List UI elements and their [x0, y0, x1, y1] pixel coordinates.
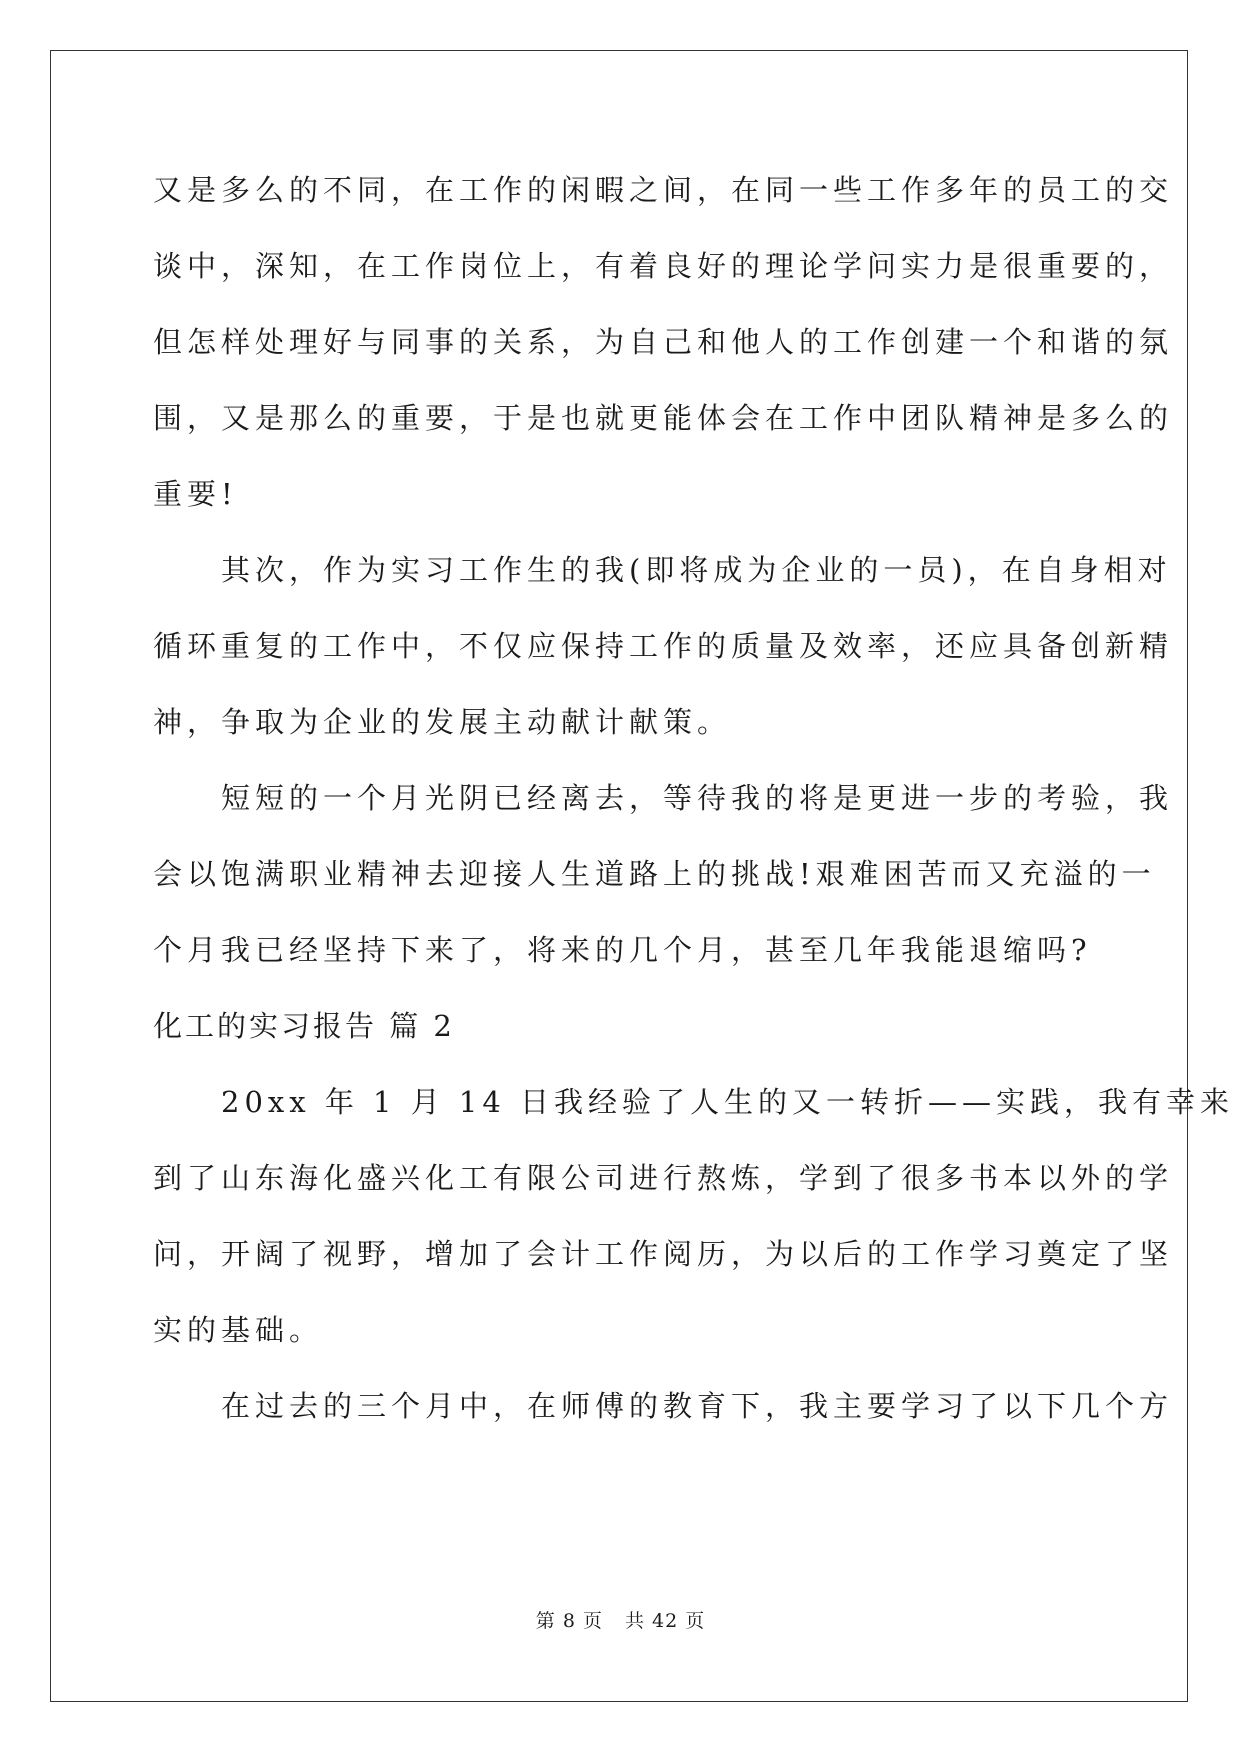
text-line: 神，争取为企业的发展主动献计献策。 — [153, 705, 732, 739]
text-line: 到了山东海化盛兴化工有限公司进行熬炼，学到了很多书本以外的学 — [153, 1161, 1174, 1195]
document-body — [153, 162, 1235, 1454]
text-line: 重要! — [153, 477, 238, 511]
text-line: 其次，作为实习工作生的我(即将成为企业的一员)，在自身相对 — [153, 553, 1172, 587]
text-line: 实的基础。 — [153, 1313, 324, 1347]
page-footer — [0, 1606, 1241, 1633]
text-line: 围，又是那么的重要，于是也就更能体会在工作中团队精神是多么的 — [153, 401, 1174, 435]
section-heading: 化工的实习报告 篇 2 — [153, 1009, 455, 1043]
text-line: 会以饱满职业精神去迎接人生道路上的挑战!艰难困苦而又充溢的一 — [153, 857, 1156, 891]
page-total: 共 42 页 — [624, 1610, 706, 1632]
text-line: 20xx 年 1 月 14 日我经验了人生的又一转折——实践，我有幸来 — [153, 1085, 1235, 1119]
text-line: 短短的一个月光阴已经离去，等待我的将是更进一步的考验，我 — [153, 781, 1174, 815]
text-line: 但怎样处理好与同事的关系，为自己和他人的工作创建一个和谐的氛 — [153, 325, 1174, 359]
text-line: 谈中，深知，在工作岗位上，有着良好的理论学问实力是很重要的， — [153, 249, 1174, 283]
text-line: 循环重复的工作中，不仅应保持工作的质量及效率，还应具备创新精 — [153, 629, 1174, 663]
page-number: 第 8 页 — [535, 1610, 603, 1632]
text-line: 个月我已经坚持下来了，将来的几个月，甚至几年我能退缩吗? — [153, 933, 1092, 967]
text-line: 又是多么的不同，在工作的闲暇之间，在同一些工作多年的员工的交 — [153, 173, 1174, 207]
text-line: 问，开阔了视野，增加了会计工作阅历，为以后的工作学习奠定了坚 — [153, 1237, 1174, 1271]
text-line: 在过去的三个月中，在师傅的教育下，我主要学习了以下几个方 — [153, 1389, 1174, 1423]
